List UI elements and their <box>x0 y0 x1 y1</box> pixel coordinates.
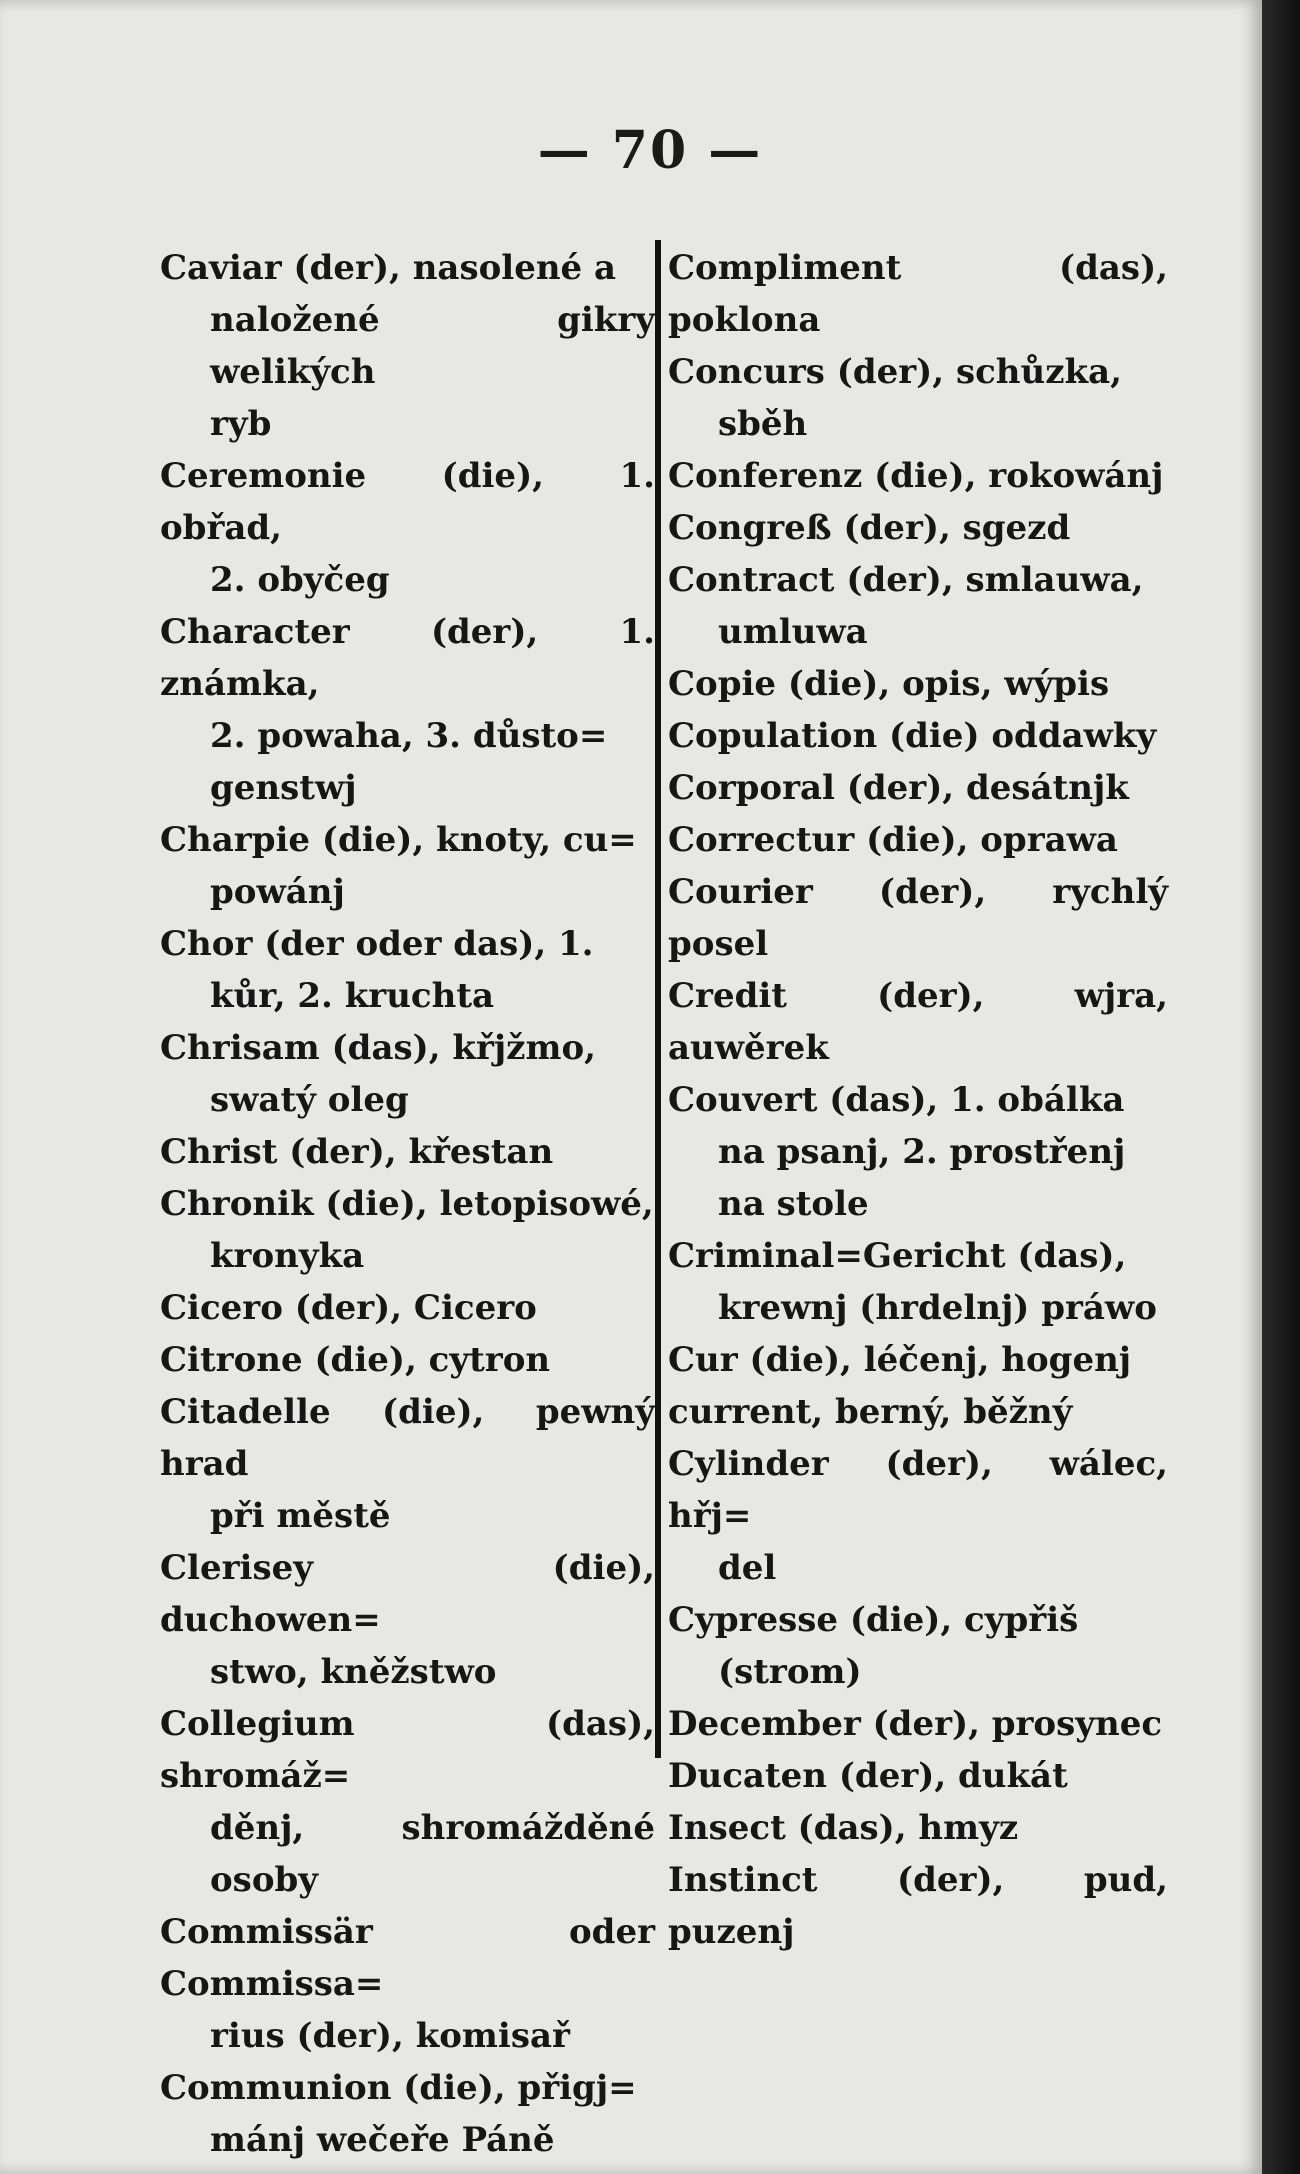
entry-headword-line: Communion (die), přigj= <box>160 2068 637 2108</box>
entry-headword-line: Instinct (der), pud, puzenj <box>668 1860 1168 1952</box>
dictionary-entry <box>160 242 655 450</box>
entry-headword-line: Concurs (der), schůzka, <box>668 352 1122 392</box>
entry-continuation-line: del <box>718 1548 777 1588</box>
entry-headword-line: Cylinder (der), wálec, hřj= <box>668 1444 1168 1536</box>
dictionary-entry <box>668 970 1168 1074</box>
entry-continuation-line: swatý oleg <box>210 1080 409 1120</box>
entry-headword-line: Copie (die), opis, wýpis <box>668 664 1110 704</box>
entry-headword-line: Charpie (die), knoty, cu= <box>160 820 637 860</box>
entry-headword-line: December (der), prosynec <box>668 1704 1163 1744</box>
dictionary-entry <box>668 554 1168 658</box>
dictionary-entry <box>668 710 1168 762</box>
entry-headword-line: Chronik (die), letopisowé, <box>160 1184 654 1224</box>
entry-headword-line: Correctur (die), oprawa <box>668 820 1118 860</box>
entry-continuation-line: kůr, 2. kruchta <box>210 976 495 1016</box>
entry-headword-line: Christ (der), křestan <box>160 1132 554 1172</box>
entry-continuation-line: krewnj (hrdelnj) práwo <box>718 1288 1157 1328</box>
entry-continuation-line: stwo, kněžstwo <box>210 1652 497 1692</box>
entry-headword-line: Contract (der), smlauwa, <box>668 560 1144 600</box>
entry-headword-line: Congreß (der), sgezd <box>668 508 1071 548</box>
entry-headword-line: current, berný, běžný <box>668 1392 1073 1432</box>
left-column <box>160 242 655 2166</box>
dictionary-entry <box>668 1594 1168 1698</box>
entry-continuation-line: ryb <box>210 404 272 444</box>
dictionary-entry <box>160 1334 655 1386</box>
entry-headword-line: Courier (der), rychlý posel <box>668 872 1168 964</box>
page-edge-shadow <box>1262 0 1300 2174</box>
entry-continuation-line: umluwa <box>718 612 868 652</box>
entry-continuation-line: sběh <box>718 404 808 444</box>
dictionary-entry <box>160 2062 655 2166</box>
entry-headword-line: Chrisam (das), křjžmo, <box>160 1028 596 1068</box>
entry-headword-line: Cicero (der), Cicero <box>160 1288 537 1328</box>
dictionary-entry <box>160 1698 655 1906</box>
entry-headword-line: Commissär oder Commissa= <box>160 1912 655 2004</box>
dictionary-entry <box>160 918 655 1022</box>
dictionary-entry <box>160 1022 655 1126</box>
dictionary-entry <box>160 450 655 606</box>
right-column <box>668 242 1168 1958</box>
entry-headword-line: Citrone (die), cytron <box>160 1340 551 1380</box>
dictionary-entry <box>160 1282 655 1334</box>
dictionary-entry <box>160 1126 655 1178</box>
entry-headword-line: Chor (der oder das), 1. <box>160 924 594 964</box>
page-number: — 70 — <box>537 120 763 181</box>
entry-headword-line: Compliment (das), poklona <box>668 248 1168 340</box>
dictionary-entry <box>668 502 1168 554</box>
entry-headword-line: Credit (der), wjra, auwěrek <box>668 976 1168 1068</box>
dictionary-entry <box>160 1542 655 1698</box>
entry-continuation-line: (strom) <box>718 1652 862 1692</box>
entry-continuation-line: kronyka <box>210 1236 365 1276</box>
entry-headword-line: Couvert (das), 1. obálka <box>668 1080 1125 1120</box>
dictionary-entry <box>668 1854 1168 1958</box>
entry-headword-line: Corporal (der), desátnjk <box>668 768 1129 808</box>
entry-continuation-line: mánj wečeře Páně <box>210 2120 555 2160</box>
dictionary-entry <box>668 1802 1168 1854</box>
entry-headword-line: Cypresse (die), cypřiš <box>668 1600 1079 1640</box>
dictionary-entry <box>668 1698 1168 1750</box>
dictionary-entry <box>668 242 1168 346</box>
dictionary-entry <box>668 1438 1168 1594</box>
dictionary-entry <box>160 1178 655 1282</box>
entry-continuation-line: rius (der), komisař <box>210 2016 570 2056</box>
dictionary-entry <box>668 658 1168 710</box>
dictionary-entry <box>668 814 1168 866</box>
entry-continuation-line: 2. powaha, 3. důsto= <box>210 716 608 756</box>
entry-headword-line: Conferenz (die), rokowánj <box>668 456 1164 496</box>
column-divider <box>655 240 661 1758</box>
entry-continuation-line: naložené gikry welikých <box>210 300 655 392</box>
dictionary-entry <box>668 1334 1168 1386</box>
entry-headword-line: Ducaten (der), dukát <box>668 1756 1068 1796</box>
dictionary-entry <box>668 1230 1168 1334</box>
entry-continuation-line: na psanj, 2. prostřenj <box>718 1132 1126 1172</box>
dictionary-entry <box>160 606 655 814</box>
entry-continuation-line: při městě <box>210 1496 391 1536</box>
entry-headword-line: Copulation (die) oddawky <box>668 716 1157 756</box>
dictionary-entry <box>668 346 1168 450</box>
dictionary-entry <box>668 866 1168 970</box>
entry-headword-line: Clerisey (die), duchowen= <box>160 1548 655 1640</box>
entry-headword-line: Citadelle (die), pewný hrad <box>160 1392 655 1484</box>
dictionary-entry <box>668 762 1168 814</box>
dictionary-entry <box>160 1386 655 1542</box>
entry-headword-line: Character (der), 1. známka, <box>160 612 655 704</box>
dictionary-entry <box>668 1750 1168 1802</box>
dictionary-entry <box>668 1074 1168 1230</box>
entry-headword-line: Caviar (der), nasolené a <box>160 248 617 288</box>
entry-continuation-line: genstwj <box>210 768 357 808</box>
dictionary-entry <box>160 814 655 918</box>
entry-continuation-line: 2. obyčeg <box>210 560 390 600</box>
dictionary-entry <box>668 450 1168 502</box>
entry-continuation-line: děnj, shromážděné osoby <box>210 1808 655 1900</box>
entry-headword-line: Ceremonie (die), 1. obřad, <box>160 456 655 548</box>
entry-continuation-line: na stole <box>718 1184 869 1224</box>
entry-headword-line: Cur (die), léčenj, hogenj <box>668 1340 1132 1380</box>
entry-headword-line: Criminal=Gericht (das), <box>668 1236 1127 1276</box>
entry-continuation-line: powánj <box>210 872 345 912</box>
entry-headword-line: Collegium (das), shromáž= <box>160 1704 655 1796</box>
dictionary-entry <box>160 1906 655 2062</box>
dictionary-entry <box>668 1386 1168 1438</box>
entry-headword-line: Insect (das), hmyz <box>668 1808 1019 1848</box>
